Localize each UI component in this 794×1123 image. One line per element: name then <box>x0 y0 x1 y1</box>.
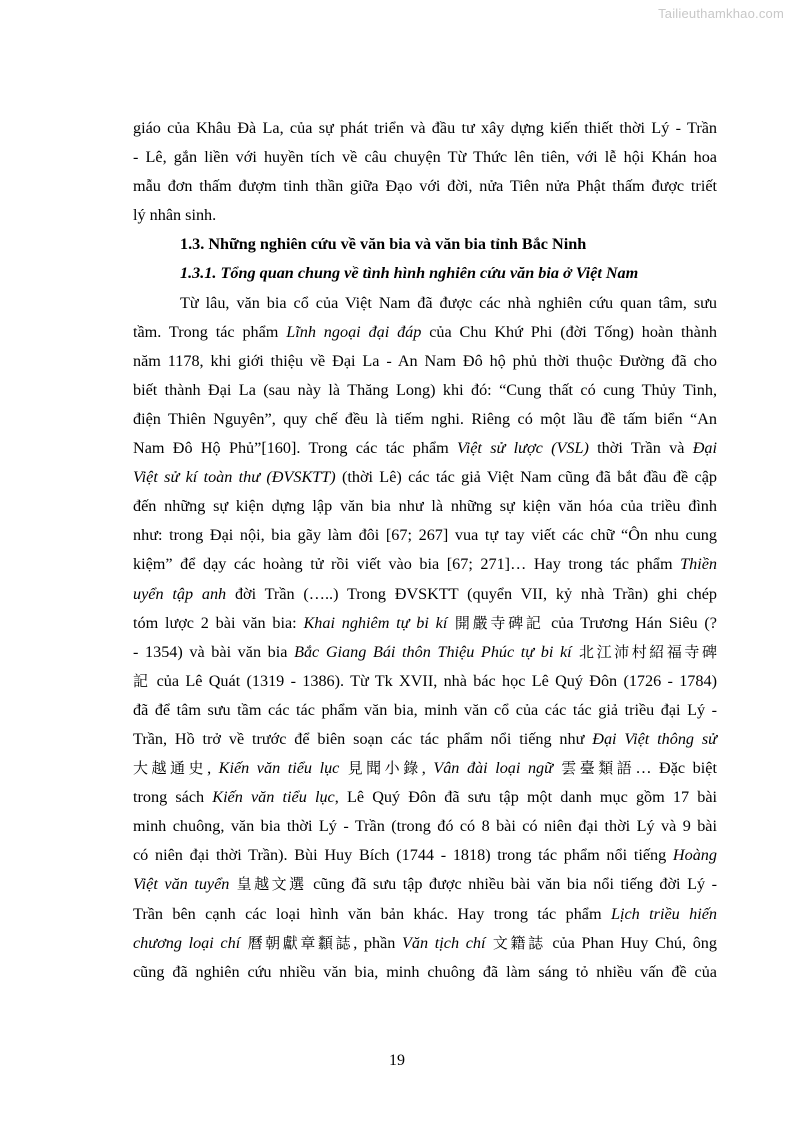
text-line: minh chuông, văn bia thời Lý - Trần (trong đó có 8 bài có niên đại thời Lý và 9 bài <box>133 817 717 836</box>
han-characters: 曆朝獻章纇誌 <box>240 933 354 952</box>
book-title: Kiến văn tiểu lục <box>218 759 340 778</box>
text-line: đã để tâm sưu tầm các tác phẩm văn bia, minh văn cổ của các tác giả triều đại Lý - <box>133 700 717 719</box>
book-title: Văn tịch chí <box>402 933 486 952</box>
han-characters: 記 <box>133 671 151 690</box>
han-characters: 北江沛村紹福寺碑 <box>571 642 717 661</box>
text-line: đến những sự kiện dựng lập văn bia như là những sự kiện văn hóa của triều đình <box>133 497 717 516</box>
text-line: Từ lâu, văn bia cổ của Việt Nam đã được các nhà nghiên cứu quan tâm, sưu <box>180 293 717 312</box>
text-line: năm 1178, khi giới thiệu về Đại La - An Nam Đô hộ phủ thời thuộc Đường đã cho <box>133 351 717 370</box>
han-characters: 雲臺類語 <box>552 759 636 778</box>
text-line: chương loại chí 曆朝獻章纇誌, phần Văn tịch chí 文籍誌 của Phan Huy Chú, ông <box>133 933 717 952</box>
book-title: Kiến văn tiểu lục <box>212 788 335 807</box>
text-line: 記 của Lê Quát (1319 - 1386). Từ Tk XVII, nhà bác học Lê Quý Đôn (1726 - 1784) <box>133 671 717 690</box>
han-characters: 文籍誌 <box>485 933 546 952</box>
book-title: Khai nghiêm tự bi kí <box>303 613 448 632</box>
book-title: Thiền <box>680 555 717 574</box>
book-title: chương loại chí <box>133 933 241 952</box>
text-line: cũng đã nghiên cứu nhiều văn bia, minh chuông đã làm sáng tỏ nhiều vấn đề của <box>133 962 717 981</box>
book-title: Việt văn tuyển <box>133 875 230 894</box>
han-characters: 見聞小錄 <box>339 759 422 778</box>
text-line: lý nhân sinh. <box>133 206 217 225</box>
book-title: Việt sử lược (VSL) <box>457 439 589 458</box>
text-line: Trần, Hồ trở về trước để biên soạn các tác phẩm nổi tiếng như Đại Việt thông sử <box>133 729 718 748</box>
book-title: Đại <box>692 439 717 458</box>
text-line: điện Thiên Nguyên”, quy chế đều là tiếm nghi. Riêng có một lầu đề tấm biển “An <box>133 409 717 428</box>
text-line: biết thành Đại La (sau này là Thăng Long) khi đó: “Cung thất có cung Thủy Tinh, <box>133 380 717 399</box>
text-line: tầm. Trong tác phẩm Lĩnh ngoại đại đáp của Chu Khứ Phi (đời Tống) hoàn thành <box>133 322 718 341</box>
text-line: có niên đại thời Trần). Bùi Huy Bích (1744 - 1818) trong tác phẩm nổi tiếng Hoàng <box>133 846 717 865</box>
text-line: uyển tập anh đời Trần (…..) Trong ĐVSKTT (quyển VII, kỷ nhà Trần) ghi chép <box>133 584 717 603</box>
text-line: - Lê, gắn liền với huyền tích về câu chuyện Từ Thức lên tiên, với lễ hội Khán hoa <box>133 148 717 167</box>
text-line: Trần bên cạnh các loại hình văn bản khác. Hay trong tác phẩm Lịch triều hiến <box>133 904 717 923</box>
subsection-heading: 1.3.1. Tổng quan chung về tình hình nghiên cứu văn bia ở Việt Nam <box>180 264 639 283</box>
book-title: Bắc Giang Bái thôn Thiệu Phúc tự bi kí <box>294 642 572 661</box>
text-line: tóm lược 2 bài văn bia: Khai nghiêm tự bi kí 開嚴寺碑記 của Trương Hán Siêu (? <box>133 613 717 632</box>
han-characters: 開嚴寺碑記 <box>447 613 552 632</box>
document-page <box>133 114 717 987</box>
section-heading: 1.3. Những nghiên cứu về văn bia và văn bia tỉnh Bắc Ninh <box>180 235 587 254</box>
text-line: kiệm” để dạy các hoàng tử rồi viết vào bia [67; 271]… Hay trong tác phẩm Thiền <box>133 555 717 574</box>
book-title: Lĩnh ngoại đại đáp <box>286 322 422 341</box>
text-line: Nam Đô Hộ Phủ”[160]. Trong các tác phẩm Việt sử lược (VSL) thời Trần và Đại <box>133 439 717 458</box>
text-line: mẫu đơn thấm đượm tinh thần giữa Đạo với đời, nửa Tiên nửa Phật thấm được triết <box>133 177 717 196</box>
text-line: Việt văn tuyển 皇越文選 cũng đã sưu tập được nhiều bài văn bia nổi tiếng đời Lý - <box>133 875 717 894</box>
book-title: Lịch triều hiến <box>610 904 717 923</box>
book-title: Đại Việt thông sử <box>592 729 718 748</box>
han-characters: 皇越文選 <box>229 875 307 894</box>
text-line: 大越通史, Kiến văn tiểu lục 見聞小錄, Vân đài loại ngữ 雲臺類語… Đặc biệt <box>133 759 717 778</box>
watermark: Tailieuthamkhao.com <box>658 6 784 21</box>
text-line: giáo của Khâu Đà La, của sự phát triển và đầu tư xây dựng kiến thiết thời Lý - Trần <box>133 119 717 137</box>
han-characters: 大越通史 <box>133 759 208 778</box>
text-line: - 1354) và bài văn bia Bắc Giang Bái thôn Thiệu Phúc tự bi kí 北江沛村紹福寺碑 <box>133 642 717 661</box>
page-number: 19 <box>389 1052 405 1069</box>
book-title: Hoàng <box>672 846 717 865</box>
book-title: Việt sử kí toàn thư (ĐVSKTT) <box>133 468 336 487</box>
text-line: như: trong Đại nội, bia gãy làm đôi [67; 267] vua tự tay viết các chữ “Ôn nhu cung <box>133 526 717 545</box>
text-line: trong sách Kiến văn tiểu lục, Lê Quý Đôn đã sưu tập một danh mục gồm 17 bài <box>133 788 718 807</box>
book-title: Vân đài loại ngữ <box>433 759 553 778</box>
book-title: uyển tập anh <box>133 584 227 603</box>
text-line: Việt sử kí toàn thư (ĐVSKTT) (thời Lê) các tác giả Việt Nam cũng đã bắt đầu đề cập <box>133 468 717 487</box>
